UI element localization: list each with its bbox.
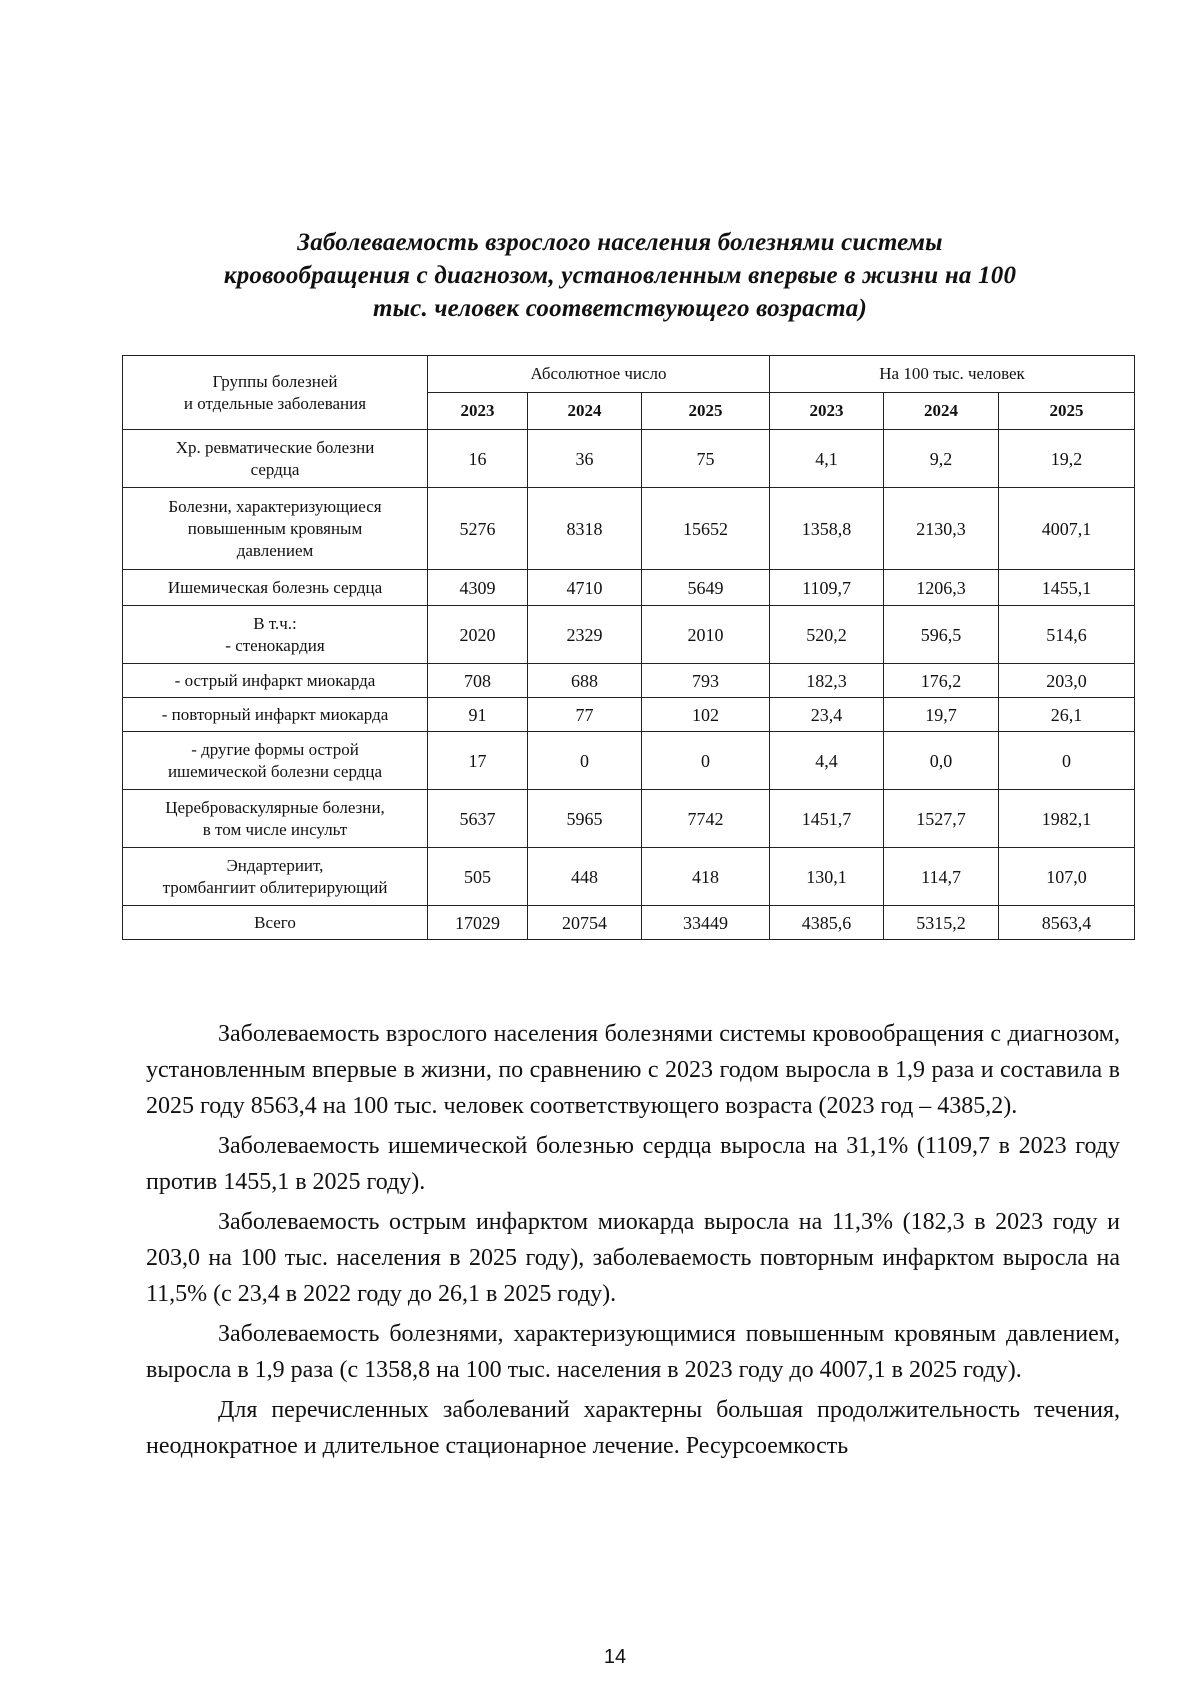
disease-name-cell: - острый инфаркт миокарда bbox=[123, 664, 428, 698]
value-cell: 91 bbox=[428, 698, 528, 732]
value-cell: 5965 bbox=[528, 790, 642, 848]
disease-name-cell: Эндартериит, тромбангиит облитерирующий bbox=[123, 848, 428, 906]
value-cell: 26,1 bbox=[999, 698, 1135, 732]
value-cell: 176,2 bbox=[884, 664, 999, 698]
value-cell: 520,2 bbox=[770, 606, 884, 664]
title-line: тыс. человек соответствующего возраста) bbox=[372, 295, 868, 322]
per100k-header: На 100 тыс. человек bbox=[770, 356, 1135, 393]
table-row bbox=[123, 906, 1135, 940]
value-cell: 1109,7 bbox=[770, 570, 884, 606]
table-row bbox=[123, 848, 1135, 906]
value-cell: 33449 bbox=[642, 906, 770, 940]
absolute-header: Абсолютное число bbox=[428, 356, 770, 393]
value-cell: 4710 bbox=[528, 570, 642, 606]
value-cell: 5315,2 bbox=[884, 906, 999, 940]
value-cell: 688 bbox=[528, 664, 642, 698]
value-cell: 708 bbox=[428, 664, 528, 698]
page-number: 14 bbox=[603, 1646, 627, 1668]
value-cell: 2020 bbox=[428, 606, 528, 664]
value-cell: 4385,6 bbox=[770, 906, 884, 940]
year-header: 2025 bbox=[642, 393, 770, 430]
table-row bbox=[123, 698, 1135, 732]
disease-name-cell: Цереброваскулярные болезни, в том числе инсульт bbox=[123, 790, 428, 848]
table-row bbox=[123, 570, 1135, 606]
disease-name-cell: Хр. ревматические болезни сердца bbox=[123, 430, 428, 488]
value-cell: 20754 bbox=[528, 906, 642, 940]
year-header: 2023 bbox=[428, 393, 528, 430]
value-cell: 8563,4 bbox=[999, 906, 1135, 940]
value-cell: 107,0 bbox=[999, 848, 1135, 906]
value-cell: 1451,7 bbox=[770, 790, 884, 848]
value-cell: 418 bbox=[642, 848, 770, 906]
value-cell: 448 bbox=[528, 848, 642, 906]
value-cell: 114,7 bbox=[884, 848, 999, 906]
table-row bbox=[123, 790, 1135, 848]
value-cell: 9,2 bbox=[884, 430, 999, 488]
value-cell: 5637 bbox=[428, 790, 528, 848]
value-cell: 4309 bbox=[428, 570, 528, 606]
value-cell: 102 bbox=[642, 698, 770, 732]
value-cell: 77 bbox=[528, 698, 642, 732]
value-cell: 793 bbox=[642, 664, 770, 698]
year-header: 2023 bbox=[770, 393, 884, 430]
paragraph: Заболеваемость ишемической болезнью сердца выросла на 31,1% (1109,7 в 2023 году против 1455,1 в 2025 году). bbox=[146, 1133, 1120, 1195]
value-cell: 0 bbox=[642, 732, 770, 790]
value-cell: 596,5 bbox=[884, 606, 999, 664]
paragraph: Заболеваемость болезнями, характеризующимися повышенным кровяным давлением, выросла в 1,9 раза (с 1358,8 на 100 тыс. населения в 2023 году до 4007,1 в 2025 году). bbox=[146, 1321, 1120, 1383]
value-cell: 16 bbox=[428, 430, 528, 488]
value-cell: 17029 bbox=[428, 906, 528, 940]
value-cell: 4,4 bbox=[770, 732, 884, 790]
title-line: кровообращения с диагнозом, установленным впервые в жизни на 100 bbox=[223, 262, 1017, 289]
paragraph: Заболеваемость взрослого населения болезнями системы кровообращения с диагнозом, установленным впервые в жизни, по сравнению с 2023 годом выросла в 1,9 раза и составила в 2025 году 8563,4 на 100 тыс. человек соответствующего возраста (2023 год – 4385,2). bbox=[146, 1021, 1120, 1119]
value-cell: 2329 bbox=[528, 606, 642, 664]
table-row bbox=[123, 732, 1135, 790]
value-cell: 1982,1 bbox=[999, 790, 1135, 848]
value-cell: 0 bbox=[999, 732, 1135, 790]
disease-name-cell: Всего bbox=[123, 906, 428, 940]
value-cell: 2130,3 bbox=[884, 488, 999, 570]
paragraph: Для перечисленных заболеваний характерны большая продолжительность течения, неоднократное и длительное стационарное лечение. Ресурсоемкость bbox=[146, 1397, 1120, 1459]
value-cell: 7742 bbox=[642, 790, 770, 848]
value-cell: 19,2 bbox=[999, 430, 1135, 488]
table-row bbox=[123, 430, 1135, 488]
value-cell: 130,1 bbox=[770, 848, 884, 906]
disease-name-cell: - другие формы острой ишемической болезни сердца bbox=[123, 732, 428, 790]
value-cell: 17 bbox=[428, 732, 528, 790]
group-header: Группы болезней и отдельные заболевания bbox=[123, 356, 428, 430]
value-cell: 4007,1 bbox=[999, 488, 1135, 570]
value-cell: 1455,1 bbox=[999, 570, 1135, 606]
body-text bbox=[146, 1016, 1120, 1468]
value-cell: 1206,3 bbox=[884, 570, 999, 606]
value-cell: 1358,8 bbox=[770, 488, 884, 570]
value-cell: 203,0 bbox=[999, 664, 1135, 698]
morbidity-table bbox=[122, 355, 1135, 940]
year-header: 2024 bbox=[528, 393, 642, 430]
disease-name-cell: В т.ч.: - стенокардия bbox=[123, 606, 428, 664]
table-body bbox=[123, 430, 1135, 940]
value-cell: 5649 bbox=[642, 570, 770, 606]
value-cell: 15652 bbox=[642, 488, 770, 570]
value-cell: 514,6 bbox=[999, 606, 1135, 664]
value-cell: 182,3 bbox=[770, 664, 884, 698]
value-cell: 4,1 bbox=[770, 430, 884, 488]
disease-name-cell: - повторный инфаркт миокарда bbox=[123, 698, 428, 732]
value-cell: 0,0 bbox=[884, 732, 999, 790]
disease-name-cell: Ишемическая болезнь сердца bbox=[123, 570, 428, 606]
value-cell: 2010 bbox=[642, 606, 770, 664]
paragraph: Заболеваемость острым инфарктом миокарда выросла на 11,3% (182,3 в 2023 году и 203,0 на 100 тыс. населения в 2025 году), заболеваемость повторным инфарктом выросла на 11,5% (с 23,4 в 2022 году до 26,1 в 2025 году). bbox=[146, 1209, 1120, 1307]
value-cell: 0 bbox=[528, 732, 642, 790]
value-cell: 505 bbox=[428, 848, 528, 906]
table-row bbox=[123, 664, 1135, 698]
title-line: Заболеваемость взрослого населения болезнями системы bbox=[297, 229, 943, 256]
value-cell: 19,7 bbox=[884, 698, 999, 732]
value-cell: 5276 bbox=[428, 488, 528, 570]
table-title bbox=[150, 226, 1090, 325]
year-header: 2024 bbox=[884, 393, 999, 430]
year-header: 2025 bbox=[999, 393, 1135, 430]
disease-name-cell: Болезни, характеризующиеся повышенным кровяным давлением bbox=[123, 488, 428, 570]
value-cell: 23,4 bbox=[770, 698, 884, 732]
value-cell: 8318 bbox=[528, 488, 642, 570]
value-cell: 1527,7 bbox=[884, 790, 999, 848]
value-cell: 36 bbox=[528, 430, 642, 488]
value-cell: 75 bbox=[642, 430, 770, 488]
table-row bbox=[123, 488, 1135, 570]
table-row bbox=[123, 606, 1135, 664]
